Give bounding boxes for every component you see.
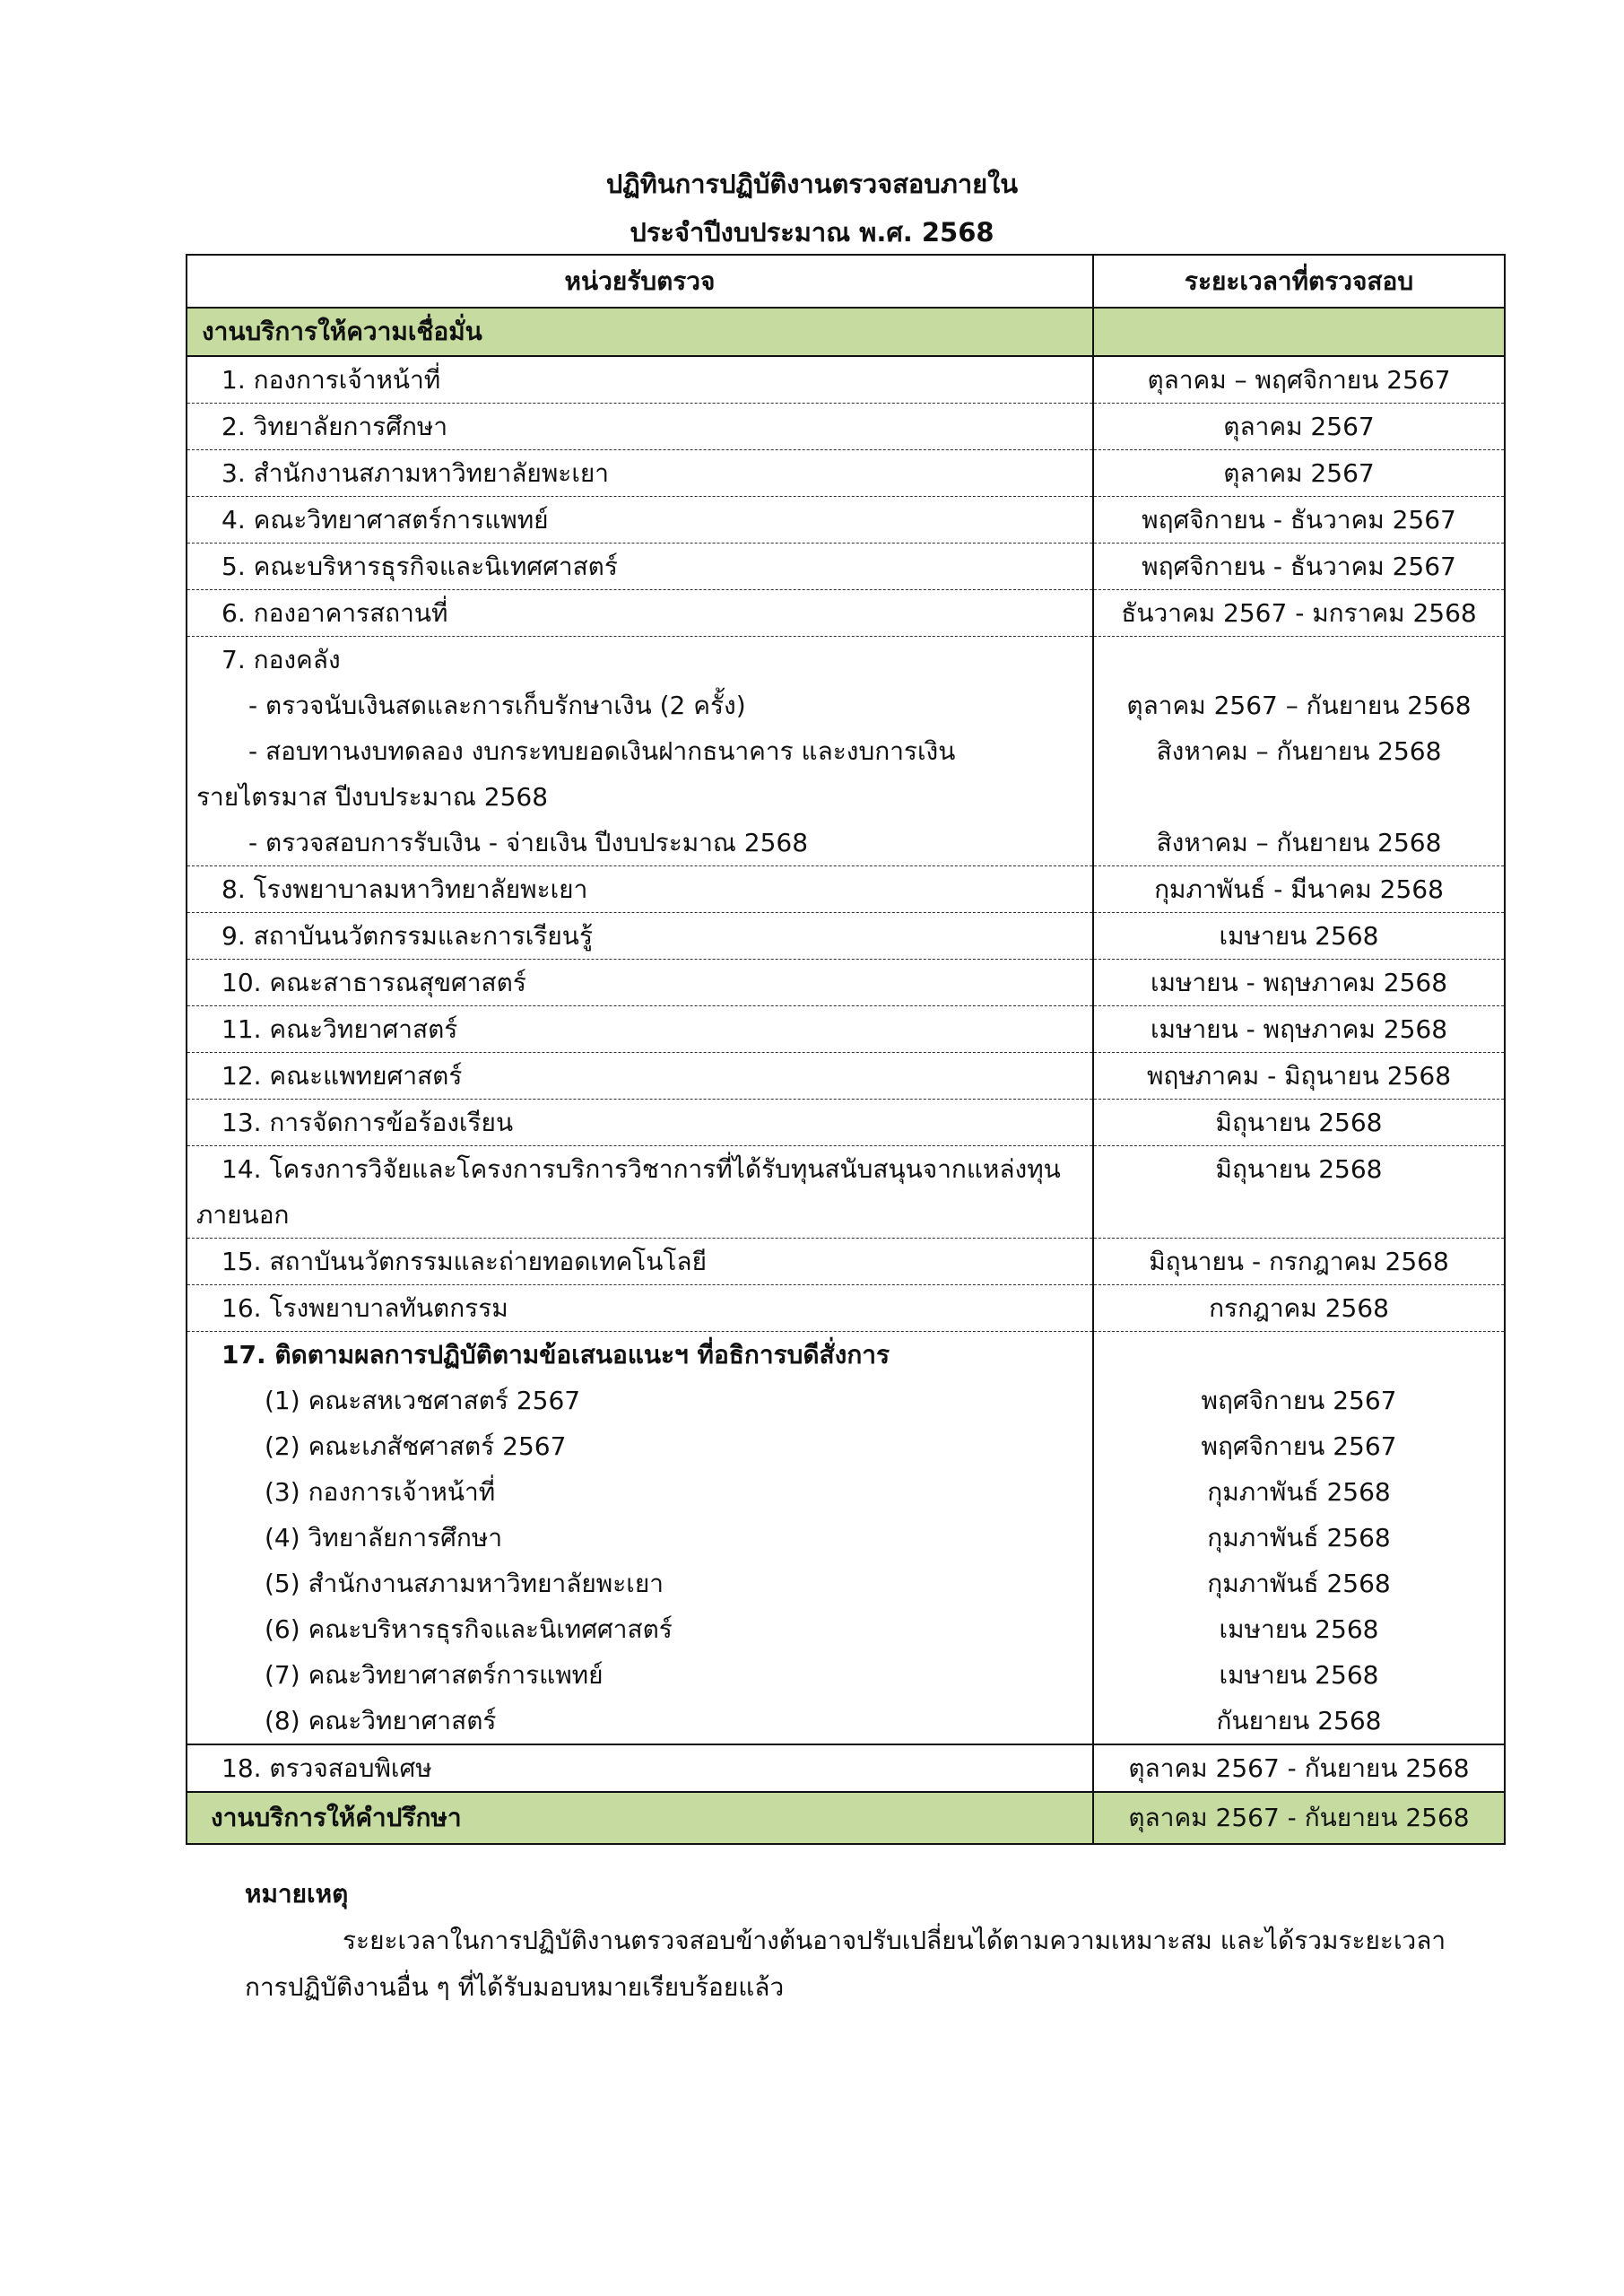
table-row <box>187 590 1505 637</box>
sub-item: - ตรวจสอบการรับเงิน - จ่ายเงิน ปีงบประมาณ 2568 <box>248 828 809 857</box>
table-row-finance <box>187 637 1505 866</box>
period-cell: ตุลาคม 2567 - กันยายน 2568 <box>1128 1753 1470 1783</box>
section-assurance-label: งานบริการให้ความเชื่อมั่น <box>187 308 1093 356</box>
table-row <box>187 1239 1505 1285</box>
period-cell: มิถุนายน - กรกฎาคม 2568 <box>1149 1247 1449 1276</box>
table-row <box>187 913 1505 960</box>
period-cell: พฤศจิกายน - ธันวาคม 2567 <box>1142 505 1456 535</box>
document-title: ปฏิทินการปฏิบัติงานตรวจสอบภายใน <box>605 169 1019 199</box>
table-row <box>187 1744 1505 1792</box>
table-row <box>187 1006 1505 1053</box>
period-cell: กรกฎาคม 2568 <box>1209 1293 1389 1323</box>
period-cell: พฤศจิกายน 2567 <box>1201 1386 1397 1415</box>
period-cell: เมษายน 2568 <box>1219 1660 1379 1690</box>
table-row-research <box>187 1146 1505 1239</box>
followup-item: (1) คณะสหเวชศาสตร์ 2567 <box>265 1386 581 1415</box>
table-row <box>187 450 1505 497</box>
section-consulting-period: ตุลาคม 2567 - กันยายน 2568 <box>1093 1792 1505 1844</box>
followup-item: (3) กองการเจ้าหน้าที่ <box>265 1477 496 1507</box>
unit-cell: 12. คณะแพทยศาสตร์ <box>221 1061 463 1091</box>
unit-cell: 14. โครงการวิจัยและโครงการบริการวิชาการที่ได้รับทุนสนับสนุนจากแหล่งทุน <box>221 1154 1061 1184</box>
period-cell: กันยายน 2568 <box>1216 1706 1382 1735</box>
period-cell: กุมภาพันธ์ 2568 <box>1207 1523 1391 1552</box>
section-consulting-label: งานบริการให้คำปรึกษา <box>187 1792 1093 1844</box>
unit-cell: 3. สำนักงานสภามหาวิทยาลัยพะเยา <box>221 458 610 488</box>
period-cell: เมษายน - พฤษภาคม 2568 <box>1150 1014 1448 1044</box>
unit-cell: 17. ติดตามผลการปฏิบัติตามข้อเสนอแนะฯ ที่อธิการบดีสั่งการ <box>221 1340 890 1370</box>
unit-cell: 10. คณะสาธารณสุขศาสตร์ <box>221 968 526 997</box>
period-cell: ตุลาคม 2567 <box>1223 412 1375 441</box>
table-row <box>187 1100 1505 1146</box>
unit-cell: 7. กองคลัง <box>221 645 341 674</box>
period-cell: สิงหาคม – กันยายน 2568 <box>1156 736 1442 766</box>
unit-cell: 18. ตรวจสอบพิเศษ <box>221 1753 432 1783</box>
followup-item: (2) คณะเภสัชศาสตร์ 2567 <box>265 1431 567 1461</box>
period-cell: เมษายน 2568 <box>1219 1614 1379 1644</box>
unit-cell: 4. คณะวิทยาศาสตร์การแพทย์ <box>221 505 549 535</box>
table-row <box>187 1053 1505 1100</box>
period-cell: ตุลาคม 2567 – กันยายน 2568 <box>1126 691 1472 720</box>
unit-cell: 2. วิทยาลัยการศึกษา <box>221 412 448 441</box>
period-cell: ตุลาคม 2567 <box>1223 458 1375 488</box>
note-heading: หมายเหตุ <box>245 1879 349 1909</box>
period-cell: พฤษภาคม - มิถุนายน 2568 <box>1146 1061 1452 1091</box>
header-unit: หน่วยรับตรวจ <box>187 255 1093 308</box>
period-cell: ธันวาคม 2567 - มกราคม 2568 <box>1121 598 1477 628</box>
table-row <box>187 866 1505 913</box>
period-cell: ตุลาคม – พฤศจิกายน 2567 <box>1147 365 1451 395</box>
period-cell: พฤศจิกายน 2567 <box>1201 1431 1397 1461</box>
period-cell: กุมภาพันธ์ 2568 <box>1207 1477 1391 1507</box>
audit-schedule-table <box>186 254 1506 1845</box>
table-row <box>187 404 1505 450</box>
table-row <box>187 1285 1505 1332</box>
sub-item: - ตรวจนับเงินสดและการเก็บรักษาเงิน (2 ครั้ง) <box>248 691 746 720</box>
table-row <box>187 960 1505 1006</box>
table-row <box>187 497 1505 544</box>
unit-cell: 13. การจัดการข้อร้องเรียน <box>221 1108 514 1137</box>
unit-cell: 5. คณะบริหารธุรกิจและนิเทศศาสตร์ <box>221 552 618 581</box>
unit-cell: 11. คณะวิทยาศาสตร์ <box>221 1014 458 1044</box>
period-cell: มิถุนายน 2568 <box>1215 1154 1383 1184</box>
unit-cell: 1. กองการเจ้าหน้าที่ <box>221 365 441 395</box>
period-cell: สิงหาคม – กันยายน 2568 <box>1156 828 1442 857</box>
unit-cell-continued: ภายนอก <box>196 1200 290 1230</box>
period-cell: เมษายน 2568 <box>1219 921 1379 951</box>
unit-cell: 16. โรงพยาบาลทันตกรรม <box>221 1293 508 1323</box>
followup-item: (6) คณะบริหารธุรกิจและนิเทศศาสตร์ <box>265 1614 673 1644</box>
note-text-line2: การปฏิบัติงานอื่น ๆ ที่ได้รับมอบหมายเรียบร้อยแล้ว <box>245 1972 785 2002</box>
followup-item: (7) คณะวิทยาศาสตร์การแพทย์ <box>265 1660 604 1690</box>
table-row-followup <box>187 1332 1505 1745</box>
section-consulting <box>187 1792 1505 1844</box>
document-subtitle: ประจำปีงบประมาณ พ.ศ. 2568 <box>630 217 994 248</box>
unit-cell: 8. โรงพยาบาลมหาวิทยาลัยพะเยา <box>221 874 588 904</box>
table-row <box>187 356 1505 404</box>
header-period: ระยะเวลาที่ตรวจสอบ <box>1093 255 1505 308</box>
table-row <box>187 544 1505 590</box>
followup-item: (5) สำนักงานสภามหาวิทยาลัยพะเยา <box>265 1569 664 1598</box>
unit-cell: 6. กองอาคารสถานที่ <box>221 598 448 628</box>
sub-item: - สอบทานงบทดลอง งบกระทบยอดเงินฝากธนาคาร และงบการเงิน <box>248 736 956 766</box>
section-assurance <box>187 308 1505 356</box>
followup-item: (4) วิทยาลัยการศึกษา <box>265 1523 503 1552</box>
unit-cell: 9. สถาบันนวัตกรรมและการเรียนรู้ <box>221 921 593 951</box>
unit-cell: 15. สถาบันนวัตกรรมและถ่ายทอดเทคโนโลยี <box>221 1247 707 1276</box>
followup-item: (8) คณะวิทยาศาสตร์ <box>265 1706 497 1735</box>
note-text-line1: ระยะเวลาในการปฏิบัติงานตรวจสอบข้างต้นอาจปรับเปลี่ยนได้ตามความเหมาะสม และได้รวมระยะเวลา <box>343 1926 1446 1955</box>
period-cell: มิถุนายน 2568 <box>1215 1108 1383 1137</box>
period-cell: กุมภาพันธ์ - มีนาคม 2568 <box>1154 874 1444 904</box>
sub-item-continued: รายไตรมาส ปีงบประมาณ 2568 <box>196 782 549 812</box>
period-cell: กุมภาพันธ์ 2568 <box>1207 1569 1391 1598</box>
period-cell: พฤศจิกายน - ธันวาคม 2567 <box>1142 552 1456 581</box>
period-cell: เมษายน - พฤษภาคม 2568 <box>1150 968 1448 997</box>
